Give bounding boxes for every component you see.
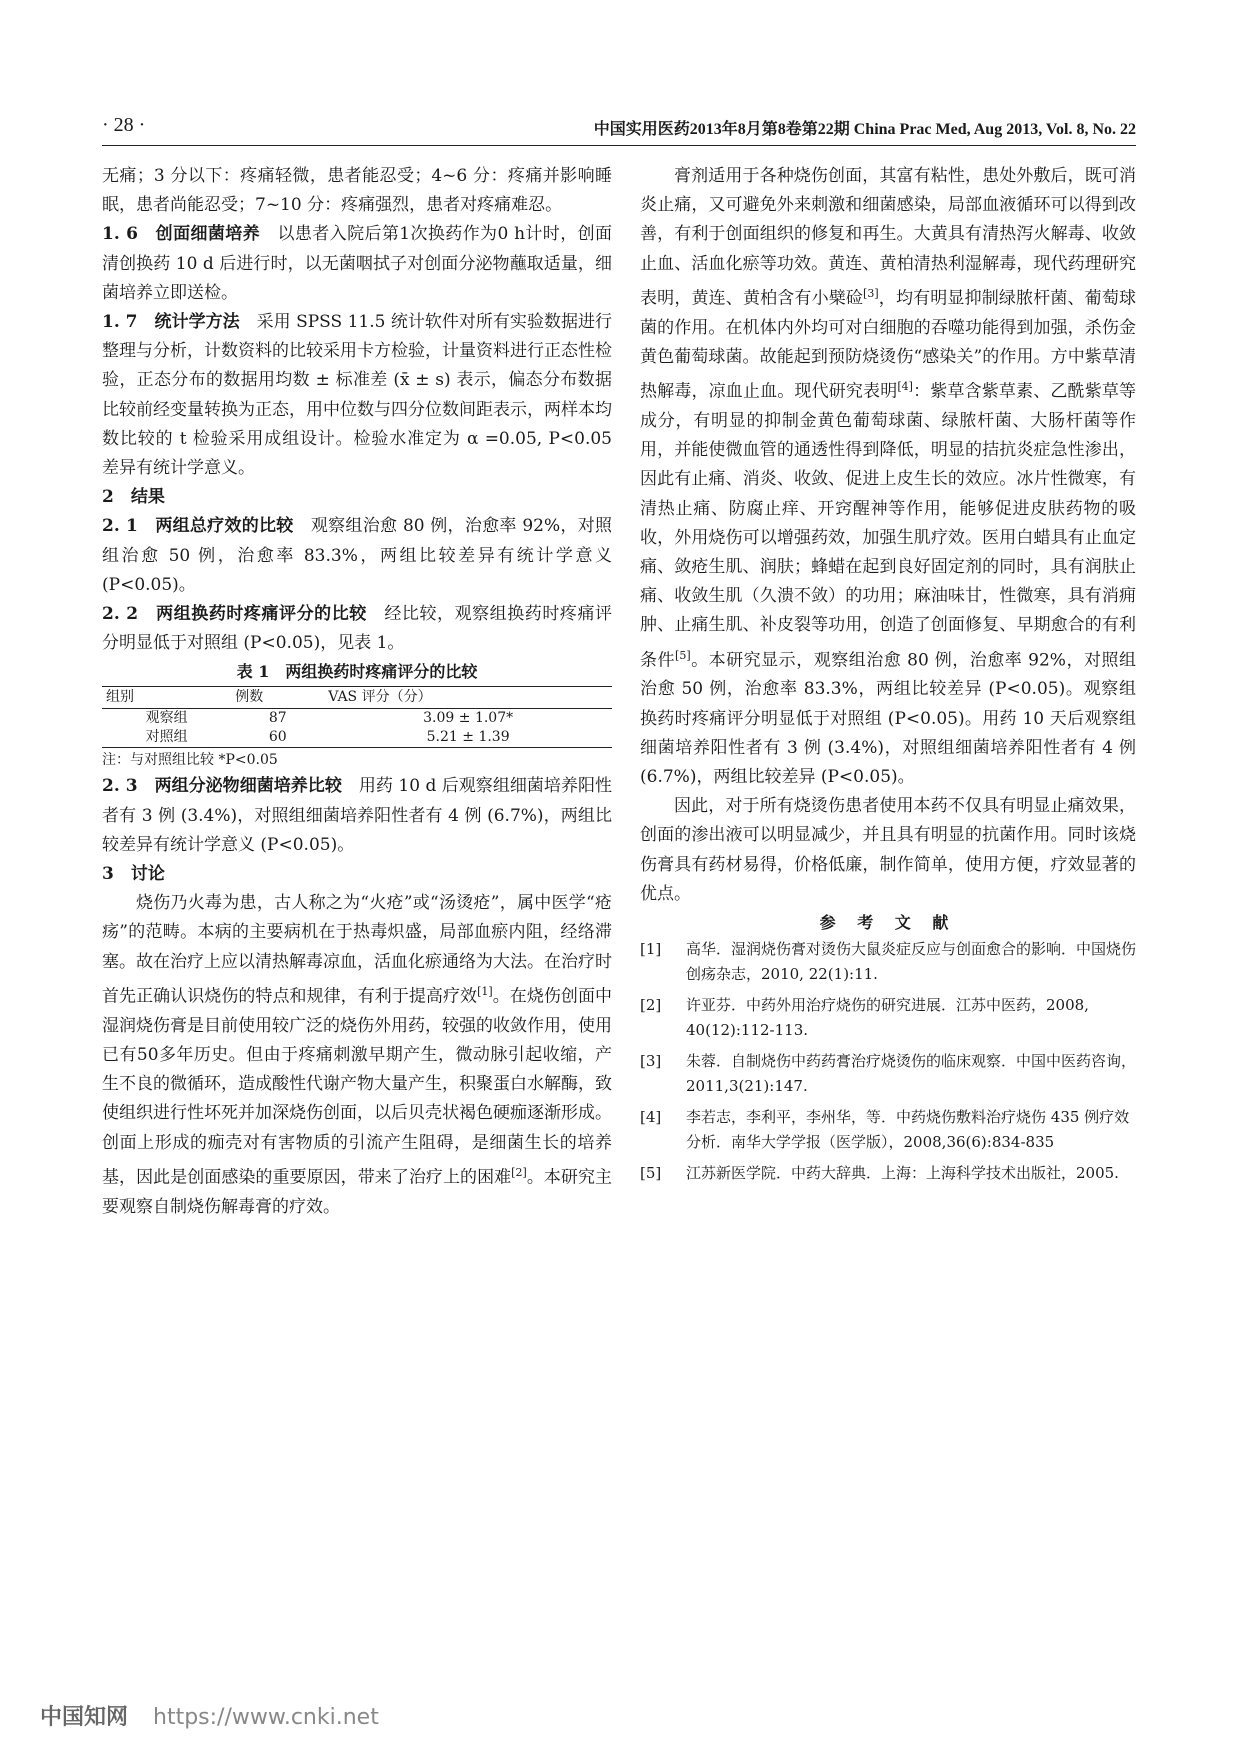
discussion-text: 。本研究主要观察自制烧伤解毒膏的疗效。 [102,1167,613,1217]
table-note: 注：与对照组比较 *P<0.05 [102,752,278,769]
table-cell: 87 [268,710,287,727]
discussion-continued-paragraph [640,162,1136,792]
conclusion-paragraph: 因此，对于所有烧烫伤患者使用本药不仅具有明显止痛效果，创面的渗出液可以明显减少，并且具有明显的抗菌作用。同时该烧伤膏具有药材易得，价格低廉，制作简单，使用方便，疗效显著的优点。 [640,796,1136,904]
section-1-6 [102,220,612,308]
discussion-text: 。在烧伤创面中湿润烧伤膏是目前使用较广泛的烧伤外用药，较强的收敛作用，使用已有50多年历史。但由于疼痛刺激早期产生，微动脉引起收缩，产生不良的微循环，造成酸性代谢产物大量产生，积聚蛋白水解酶，致使组织进行性坏死并加深烧伤创面，以后贝壳状褐色硬痂逐渐形成。创面上形成的痂壳对有害物质的引流产生阻碍，是细菌生长的培养基，因此是创面感染的重要原因，带来了治疗上的困难 [102,986,613,1188]
section-1-6-heading: 1. 6 创面细菌培养 [102,224,261,245]
reference-text: 江苏新医学院．中药大辞典．上海：上海科学技术出版社，2005. [686,1164,1119,1183]
section-2-heading: 2 结果 [102,487,165,508]
section-3-heading: 3 讨论 [102,864,165,885]
reference-item [640,1105,1136,1155]
reference-text: 高华．湿润烧伤膏对烫伤大鼠炎症反应与创面愈合的影响．中国烧伤创疡杂志，2010, 22(1):11. [686,940,1137,984]
table-cell: 3.09 ± 1.07* [423,710,514,727]
reference-item [640,993,1136,1043]
page-number: · 28 · [102,114,146,136]
section-1-7-body: 采用 SPSS 11.5 统计软件对所有实验数据进行整理与分析，计数资料的比较采用卡方检验，计量资料进行正态性检验，正态分布的数据用均数 ± 标准差 (x̄ ± s) 表示，偏态分布数据比较前经变量转换为正态，用中位数与四分位数间距表示，两样本均数比较的 t 检验采用成组设计。检验水准定为 α =0.05, P<0.05 差异有统计学意义。 [102,312,612,479]
reference-number: [3] [640,1052,662,1071]
table-header-group: 组别 [102,687,231,709]
table-header-row [102,687,612,709]
watermark-footer [40,1700,379,1731]
reference-text: 朱蓉．自制烧伤中药药膏治疗烧烫伤的临床观察．中国中医药咨询，2011,3(21):147. [686,1052,1137,1096]
citation-ref: [4] [897,380,913,394]
section-1-7-heading: 1. 7 统计学方法 [102,312,240,333]
page-header [102,112,1136,142]
journal-citation: 中国实用医药2013年8月第8卷第22期 China Prac Med, Aug 2013, Vol. 8, No. 22 [593,121,1136,138]
table-row [102,709,612,729]
reference-item [640,1161,1136,1186]
section-2-2 [102,600,612,658]
cnki-url[interactable]: https://www.cnki.net [153,1705,379,1730]
discussion-text: 膏剂适用于各种烧伤创面，其富有粘性，患处外敷后，既可消炎止痛，又可避免外来刺激和细菌感染，局部血液循环可以得到改善，有利于创面组织的修复和再生。大黄具有清热泻火解毒、收敛止血、活血化瘀等功效。黄连、黄柏清热利湿解毒，现代药理研究表明，黄连、黄柏含有小檗硷 [640,166,1136,309]
citation-ref: [1] [477,984,493,998]
section-1-6-body: 以患者入院后第1次换药作为0 h计时，创面清创换药 10 d 后进行时，以无菌咽拭子对创面分泌物蘸取适量，细菌培养立即送检。 [102,224,613,303]
table-header-count: 例数 [231,687,324,709]
cnki-logo: 中国知网 [40,1705,129,1730]
section-1-7 [102,308,612,483]
reference-number: [5] [640,1164,662,1183]
reference-item [640,937,1136,987]
table-cell: 60 [231,728,324,748]
citation-ref: [3] [863,286,879,300]
pain-score-table [102,686,612,748]
section-2-2-heading: 2. 2 两组换药时疼痛评分的比较 [102,604,367,625]
table-cell: 观察组 [145,710,188,727]
table-caption: 表 1 两组换药时疼痛评分的比较 [236,662,478,682]
table-cell: 5.21 ± 1.39 [324,728,612,748]
reference-number: [1] [640,940,662,959]
section-2-1-heading: 2. 1 两组总疗效的比较 [102,516,294,537]
section-2-1 [102,512,612,600]
reference-item [640,1049,1136,1099]
table-row [102,728,612,748]
section-2-1-body: 观察组治愈 80 例，治愈率 92%，对照组治愈 50 例，治愈率 83.3%，两组比较差异有统计学意义 (P<0.05)。 [102,516,612,595]
discussion-text: 烧伤乃火毒为患，古人称之为“火疮”或“汤烫疮”，属中医学“疮疡”的范畴。本病的主要病机在于热毒炽盛，局部血瘀内阻，经络滞塞。故在治疗上应以清热解毒凉血，活血化瘀通络为大法。在治疗时首先正确认识烧伤的特点和规律，有利于提高疗效 [102,893,612,1007]
references-title: 参 考 文 献 [819,913,957,933]
reference-number: [4] [640,1108,662,1127]
reference-text: 许亚芬．中药外用治疗烧伤的研究进展．江苏中医药，2008, 40(12):112-113. [686,996,1089,1040]
table-cell: 对照组 [102,728,231,748]
citation-ref: [2] [511,1165,527,1179]
table-header-vas: VAS 评分（分） [324,687,612,709]
section-2-3 [102,772,612,860]
reference-number: [2] [640,996,662,1015]
references-list [640,937,1136,1186]
section-2-2-body: 经比较，观察组换药时疼痛评分明显低于对照组 (P<0.05)，见表 1。 [102,604,613,654]
discussion-text: ，均有明显抑制绿脓杆菌、葡萄球菌的作用。在机体内外均可对白细胞的吞噬功能得到加强，杀伤金黄色葡萄球菌。故能起到预防烧烫伤“感染关”的作用。方中紫草清热解毒，凉血止血。现代研究表明 [640,288,1137,402]
discussion-paragraph [102,889,612,1222]
header-rule [102,145,1136,146]
section-2-3-body: 用药 10 d 后观察组细菌培养阳性者有 3 例 (3.4%)，对照组细菌培养阳性者有 4 例 (6.7%)，两组比较差异有统计学意义 (P<0.05)。 [102,776,612,855]
section-2-3-heading: 2. 3 两组分泌物细菌培养比较 [102,776,342,797]
citation-ref: [5] [675,648,691,662]
pain-scale-paragraph: 无痛；3 分以下：疼痛轻微，患者能忍受；4~6 分：疼痛并影响睡眠，患者尚能忍受；7~10 分：疼痛强烈，患者对疼痛难忍。 [102,166,612,216]
reference-text: 李若志，李利平，李州华，等．中药烧伤敷料治疗烧伤 435 例疗效分析．南华大学学报（医学版），2008,36(6):834-835 [686,1108,1130,1152]
left-column [102,162,612,1222]
right-column [640,162,1136,1192]
discussion-text: ：紫草含紫草素、乙酰紫草等成分，有明显的抑制金黄色葡萄球菌、绿脓杆菌、大肠杆菌等作用，并能使微血管的通透性得到降低，明显的拮抗炎症急性渗出，因此有止痛、消炎、收敛、促进上皮生长的效应。冰片性微寒，有清热止痛、防腐止痒、开窍醒神等作用，能够促进皮肤药物的吸收，外用烧伤可以增强药效，加强生肌疗效。医用白蜡具有止血定痛、敛疮生肌、润肤；蜂蜡在起到良好固定剂的同时，具有润肤止痛、收敛生肌（久溃不敛）的功用；麻油味甘，性微寒，具有消痈肿、止痛生肌、补皮裂等功用，创造了创面修复、早期愈合的有利条件 [640,381,1137,671]
discussion-text: 。本研究显示，观察组治愈 80 例，治愈率 92%，对照组治愈 50 例，治愈率 83.3%，两组比较差异 (P<0.05)。观察组换药时疼痛评分明显低于对照组 (P<0.05)。用药 10 天后观察组细菌培养阳性者有 3 例 (3.4%)，对照组细菌培养阳性者有 4 例 (6.7%)，两组比较差异 (P<0.05)。 [640,650,1136,788]
